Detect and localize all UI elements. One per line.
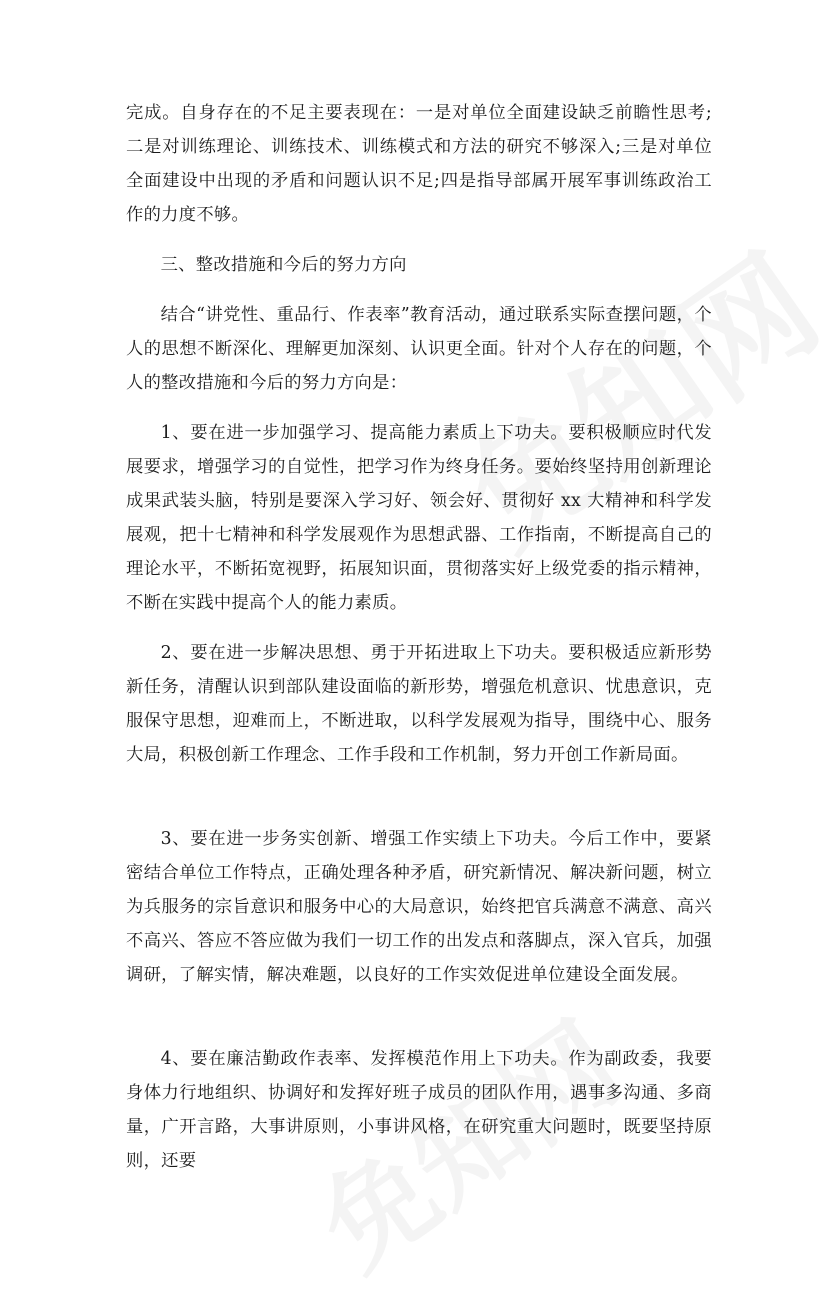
paragraph-item-1: 1、要在进一步加强学习、提高能力素质上下功夫。要积极顺应时代发展要求，增强学习的自觉性，把学习作为终身任务。要始终坚持用创新理论成果武装头脑，特别是要深入学习好、领会好、贯彻好 xx 大精神和科学发展观，把十七精神和科学发展观作为思想武器、工作指南，不断提高自己的理论水平，不断拓宽视野，拓展知识面，贯彻落实好上级党委的指示精神，不断在实践中提高个人的能力素质。 bbox=[126, 423, 712, 613]
paragraph-item-2: 2、要在进一步解决思想、勇于开拓进取上下功夫。要积极适应新形势新任务，清醒认识到部队建设面临的新形势，增强危机意识、忧患意识，克服保守思想，迎难而上，不断进取，以科学发展观为指导，围绕中心、服务大局，积极创新工作理念、工作手段和工作机制，努力开创工作新局面。 bbox=[126, 643, 712, 765]
paragraph-continuation: 完成。自身存在的不足主要表现在：一是对单位全面建设缺乏前瞻性思考;二是对训练理论、训练技术、训练模式和方法的研究不够深入;三是对单位全面建设中出现的矛盾和问题认识不足;四是指导部属开展军事训练政治工作的力度不够。 bbox=[126, 103, 712, 225]
paragraph-item-4: 4、要在廉洁勤政作表率、发挥模范作用上下功夫。作为副政委，我要身体力行地组织、协调好和发挥好班子成员的团队作用，遇事多沟通、多商量，广开言路，大事讲原则，小事讲风格，在研究重大问题时，既要坚持原则，还要 bbox=[126, 1049, 712, 1171]
section-heading: 三、整改措施和今后的努力方向 bbox=[160, 255, 407, 275]
paragraph-intro: 结合“讲党性、重品行、作表率”教育活动，通过联系实际查摆问题，个人的思想不断深化、理解更加深刻、认识更全面。针对个人存在的问题，个人的整改措施和今后的努力方向是： bbox=[126, 305, 712, 393]
paragraph-item-3: 3、要在进一步务实创新、增强工作实绩上下功夫。今后工作中，要紧密结合单位工作特点，正确处理各种矛盾，研究新情况、解决新问题，树立为兵服务的宗旨意识和服务中心的大局意识，始终把官兵满意不满意、高兴不高兴、答应不答应做为我们一切工作的出发点和落脚点，深入官兵，加强调研，了解实情，解决难题，以良好的工作实效促进单位建设全面发展。 bbox=[126, 829, 712, 985]
